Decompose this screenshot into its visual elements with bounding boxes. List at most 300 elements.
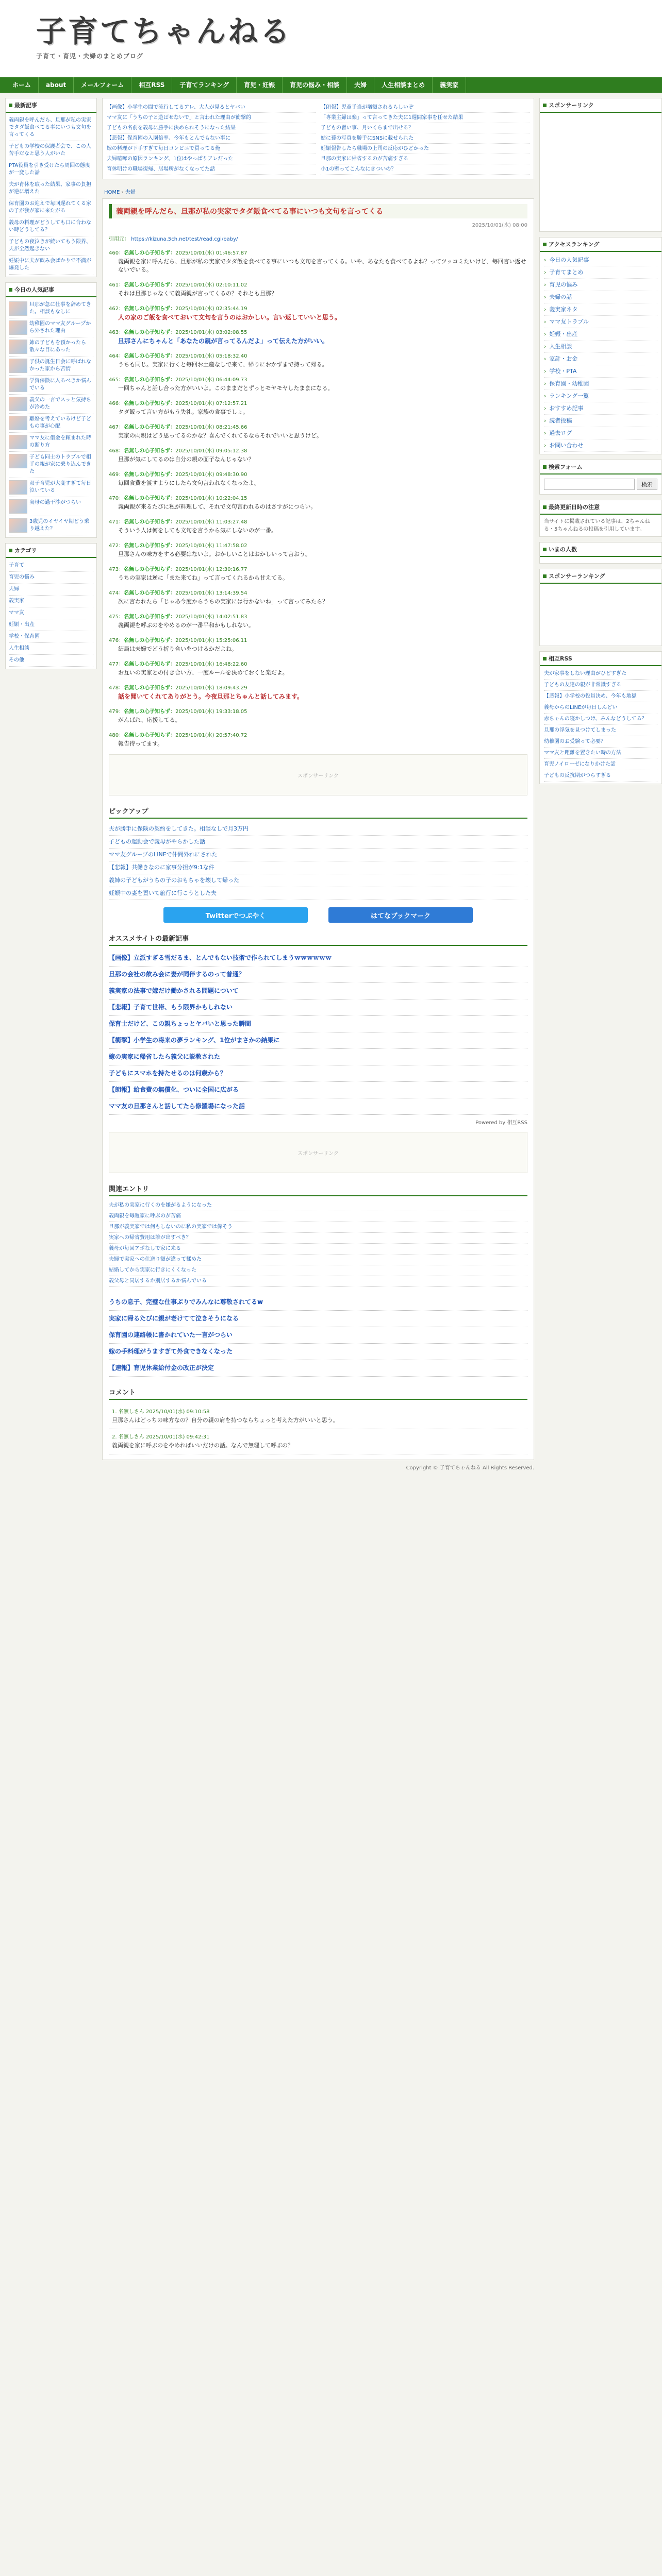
response-meta: 470：名無しの心子知らず：2025/10/01(水) 10:22:04.15 [109,496,247,501]
left-category-item[interactable]: 義実家 [9,596,93,607]
left-popular-item-text: ママ友に借金を頼まれた時の断り方 [29,435,91,448]
left-latest-list [6,113,96,277]
top-news-item[interactable]: 育休明けの職場復帰、居場所がなくなってた話 [107,164,316,175]
recommend-heading: オススメサイトの最新記事 [109,931,527,946]
response-number: 477 [109,662,119,667]
right-access-item[interactable]: › 夫婦の話 [544,291,657,303]
response-number: 473 [109,567,119,572]
recommend-item[interactable]: 義実家の法事で嫁だけ働かされる問題について [109,983,527,999]
right-about-box [539,500,662,537]
left-category-list [6,558,96,669]
right-rss-item[interactable]: 夫が家事をしない理由がひどすぎた [544,668,657,680]
comment-item [109,1429,527,1454]
response-name: 名無しの心子知らず [124,662,171,667]
response-number: 469 [109,472,119,478]
response-name: 名無しの心子知らず [124,638,171,643]
search-row [540,474,661,494]
response-date: 2025/10/01(水) 11:03:27.48 [175,519,247,525]
left-category-item[interactable]: その他 [9,655,93,667]
ranking-link-item[interactable]: 保育園の連絡帳に書かれていた一言がつらい [109,1327,527,1344]
left-popular-item[interactable] [9,357,93,376]
site-logo[interactable] [36,7,292,60]
search-button[interactable]: 検索 [637,479,657,490]
ad-label-2: スポンサーリンク [297,1150,339,1157]
response-body: 旦那が気にしてるのは自分の親の面子なんじゃない？ [118,456,254,463]
response-number: 474 [109,590,119,596]
response-meta: 466：名無しの心子知らず：2025/10/01(水) 07:12:57.21 [109,401,247,406]
recommend-item[interactable]: 【悲報】子育て世帯、もう限界かもしれない [109,999,527,1016]
comment-date: 2025/10/01(水) 09:42:31 [145,1434,210,1440]
response-body: うちの実家は逆に「また来てね」って言ってくれるから甘えてる。 [118,574,288,581]
site-tagline: 子育て・育児・夫婦のまとめブログ [36,53,144,60]
layout [0,93,662,1471]
ad-slot[interactable] [109,754,527,795]
article-thumbnail[interactable] [9,397,27,411]
right-access-item[interactable]: › 家計・お金 [544,353,657,365]
response-meta: 477：名無しの心子知らず：2025/10/01(水) 16:48:22.60 [109,662,247,667]
response-number: 460 [109,250,119,256]
site-logo-text: 子育てちゃんねる [36,14,292,49]
right-counter-title-text: いまの人数 [549,546,577,553]
right-rss-item[interactable]: 幼稚園のお受験って必要？ [544,736,657,748]
response-body: 毎回食費を渡すようにしたら文句言われなくなったよ。 [118,480,260,486]
top-news-item[interactable]: 子どもの習い事、月いくらまで出せる？ [321,123,529,133]
left-popular-item[interactable] [9,414,93,433]
right-about-text: 当サイトに掲載されている記事は、2ちゃんねる・5ちゃんねるの投稿を引用しています。 [544,519,650,532]
ranking-link-item[interactable]: 実家に帰るたびに親が老けてて泣きそうになる [109,1311,527,1327]
left-popular-item[interactable] [9,376,93,395]
right-rss-item[interactable]: 【悲報】小学校の役員決め、今年も地獄 [544,691,657,702]
breadcrumb-sep: › [121,190,124,195]
right-about-title-text: 最終更新日時の注意 [549,504,600,511]
response-meta: 460：名無しの心子知らず：2025/10/01(水) 01:46:57.87 [109,250,247,256]
top-news-item[interactable]: 嫁の料理が下手すぎて毎日コンビニで買ってる俺 [107,144,316,154]
right-access-list [540,252,661,454]
right-access-item[interactable]: › 学校・PTA [544,365,657,378]
response-body: それは旦那じゃなくて義両親が言ってくるの？それとも旦那？ [118,290,277,297]
article-thumbnail[interactable] [9,340,27,354]
response-number: 467 [109,425,119,430]
recommend-item[interactable]: 【画像】立派すぎる雪だるま、とんでもない技術で作られてしまうｗｗｗｗｗｗ [109,950,527,967]
left-category-item[interactable]: 妊娠・出産 [9,619,93,631]
title-bullet-icon [543,548,547,551]
top-news-item[interactable]: 【朗報】児童手当が増額されるらしいぞ [321,103,529,113]
article-thumbnail[interactable] [9,320,27,335]
response-name: 名無しの心子知らず [124,472,171,478]
response-name: 名無しの心子知らず [124,709,171,715]
response-date: 2025/10/01(水) 12:30:16.77 [175,567,247,572]
ad-slot-2[interactable] [109,1132,527,1173]
left-popular-item[interactable] [9,299,93,318]
related-item[interactable]: 夫婦で実家への仕送り額が違って揉めた [109,1255,527,1265]
article-thumbnail[interactable] [9,301,27,316]
article-thumbnail[interactable] [9,518,27,533]
right-access-item[interactable]: › おすすめ記事 [544,402,657,415]
right-links-title [540,569,661,584]
top-news-item[interactable]: 子どもの名前を義母に勝手に決められそうになった結果 [107,123,316,133]
source-label: 引用元： [109,236,129,242]
right-sponsor-slot[interactable] [540,113,661,231]
comment-body: 旦那さんはどっちの味方なの？自分の親の肩を持つならちょっと考えた方がいいと思う。 [112,1417,339,1423]
main-column [102,98,534,1471]
right-links-slot[interactable] [540,584,661,646]
response-meta: 467：名無しの心子知らず：2025/10/01(水) 08:21:45.66 [109,425,247,430]
right-access-item[interactable]: › 保育園・幼稚園 [544,378,657,390]
left-popular-item[interactable] [9,433,93,452]
response-name: 名無しの心子知らず [124,590,171,596]
response-name: 名無しの心子知らず [124,567,171,572]
response-number: 476 [109,638,119,643]
related-item[interactable]: 夫が私の実家に行くのを嫌がるようになった [109,1200,527,1211]
article-thumbnail[interactable] [9,359,27,373]
left-latest-item[interactable]: 義両親を呼んだら、旦那が私の実家でタダ飯食べてる事にいつも文句を言ってくる [9,115,93,141]
response-body: うちも同じ。実家に行くと毎回お土産なしで来て、帰りにおかずまで持って帰る。 [118,361,328,368]
right-access-title-text: アクセスランキング [549,241,600,248]
left-category-item[interactable]: 子育て [9,560,93,572]
left-popular-item-text: 義父の一言でスッと気持ちが冷めた [29,397,91,410]
right-access-box [539,237,662,454]
article-thumbnail[interactable] [9,416,27,430]
response-body: 義両親が来るたびに私が料理して、それで文句言われるのはさすがにつらい。 [118,503,317,510]
right-sponsor-box [539,98,662,232]
left-category-item[interactable]: 学校・保育園 [9,631,93,643]
related-item[interactable]: 義両親を毎週家に呼ぶのが苦痛 [109,1211,527,1222]
left-popular-item-text: 離婚を考えているけど子どもの事が心配 [29,416,91,429]
left-popular-item-text: 実母の過干渉がつらい [29,500,81,505]
title-bullet-icon [543,243,547,246]
left-popular-item-text: 学資保険に入るべきか悩んでいる [29,378,91,391]
left-latest-item[interactable]: 子どもの学校の保護者会で、この人苦手だなと思う人がいた [9,141,93,160]
related-heading: 関連エントリ [109,1181,527,1196]
nav-item[interactable]: メールフォーム [74,77,131,93]
pickup-item[interactable]: ママ友グループのLINEで仲間外れにされた [109,849,527,861]
share-buttons [109,907,527,923]
response-body: 一回ちゃんと話し合った方がいいよ。このままだとずっとモヤモヤしたままになる。 [118,385,334,392]
left-popular-item[interactable] [9,516,93,535]
response-body: お互いの実家との付き合い方、一度ルールを決めておくと楽だよ。 [118,669,288,676]
right-counter-value [540,557,661,563]
pickup-list [109,823,527,900]
comment-list [109,1404,527,1454]
right-rss-title-text: 相互RSS [549,655,572,662]
response-meta: 461：名無しの心子知らず：2025/10/01(水) 02:10:11.02 [109,282,247,288]
ranking-link-item[interactable]: うちの息子、完璧な仕事ぶりでみんなに尊敬されてるw [109,1294,527,1311]
response-number: 464 [109,353,119,359]
right-sponsor-title [540,98,661,113]
response-meta: 480：名無しの心子知らず：2025/10/01(水) 20:57:40.72 [109,733,247,738]
response-meta: 478：名無しの心子知らず：2025/10/01(水) 18:09:43.29 [109,685,247,691]
response-number: 479 [109,709,119,715]
recommend-item[interactable]: 【衝撃】小学生の将来の夢ランキング、1位がまさかの結果に [109,1032,527,1049]
right-access-item[interactable]: › 人生相談 [544,341,657,353]
response-date: 2025/10/01(水) 07:12:57.21 [175,401,247,406]
response-name: 名無しの心子知らず [124,330,171,335]
right-access-item[interactable]: › 子育てまとめ [544,266,657,279]
right-access-item[interactable]: › 育児の悩み [544,279,657,291]
response-date: 2025/10/01(水) 18:09:43.29 [175,685,247,691]
related-item[interactable]: 義母が毎回アポなしで家に来る [109,1244,527,1255]
left-category-item[interactable]: 夫婦 [9,584,93,596]
response-date: 2025/10/01(水) 08:21:45.66 [175,425,247,430]
site-header [0,0,662,77]
response-name: 名無しの心子知らず [124,250,171,256]
recommend-powered[interactable]: Powered by 相互RSS [475,1120,527,1126]
title-bullet-icon [9,104,12,107]
pickup-item[interactable]: 子どもの運動会で義母がやらかした話 [109,836,527,849]
top-news-item[interactable]: 【悲報】保育園の入園倍率、今年もとんでもない事に [107,133,316,144]
breadcrumb [102,184,534,198]
response-meta: 465：名無しの心子知らず：2025/10/01(水) 06:44:09.73 [109,377,247,383]
response-body: 人の家のご飯を食べておいて文句を言うのはおかしい。言い返していいと思う。 [118,314,341,321]
nav-item[interactable]: 子育てランキング [172,77,237,93]
response-name: 名無しの心子知らず [124,685,171,691]
left-category-item[interactable]: 人生相談 [9,643,93,655]
related-item[interactable]: 義父母と同居するか別居するか悩んでいる [109,1276,527,1287]
response-number: 468 [109,448,119,454]
left-category-item[interactable]: 育児の悩み [9,572,93,584]
left-popular-title-text: 今日の人気記事 [14,286,54,293]
response-meta: 472：名無しの心子知らず：2025/10/01(水) 11:47:58.02 [109,543,247,549]
left-latest-item[interactable]: PTA役員を引き受けたら周囲の態度が一変した話 [9,160,93,179]
response-meta: 476：名無しの心子知らず：2025/10/01(水) 15:25:06.11 [109,638,247,643]
response-name: 名無しの心子知らず [124,377,171,383]
response-body: タダ飯って言い方がもう失礼。家族の食事でしょ。 [118,409,249,415]
article-date: 2025/10/01(水) 08:00 [472,223,527,228]
right-links-box [539,569,662,646]
ranking-link-item[interactable]: 嫁の手料理がうますぎて外食できなくなった [109,1344,527,1360]
response-body: 話を聞いてくれてありがとう。今夜旦那とちゃんと話してみます。 [118,693,304,700]
right-search-title-text: 検索フォーム [549,464,583,470]
response-number: 462 [109,306,119,312]
right-sponsor-title-text: スポンサーリンク [549,102,594,109]
nav-item[interactable]: 育児の悩み・相談 [283,77,347,93]
hatena-bookmark-button[interactable]: はてなブックマーク [328,907,473,923]
response-name: 名無しの心子知らず [124,733,171,738]
top-news-item[interactable]: ママ友に「うちの子と遊ばせないで」と言われた理由が衝撃的 [107,113,316,123]
source-link[interactable]: https://kizuna.5ch.net/test/read.cgi/baby/ [131,236,238,242]
pickup-item[interactable]: 【悲報】共働きなのに家事分担が9:1な件 [109,861,527,874]
comments-heading: コメント [109,1385,527,1400]
right-access-title [540,238,661,252]
right-rss-item[interactable]: 育児ノイローゼになりかけた話 [544,759,657,770]
left-latest-item[interactable]: 子どもの夜泣きが続いてもう限界、夫が全然起きない [9,236,93,256]
right-counter-title [540,543,661,557]
right-access-item[interactable]: › 読者投稿 [544,415,657,427]
comment-number: 1 [112,1409,115,1415]
breadcrumb-home[interactable]: HOME [104,190,120,195]
right-rss-item[interactable]: 赤ちゃんの寝かしつけ、みんなどうしてる？ [544,714,657,725]
article-thumbnail[interactable] [9,499,27,514]
right-rss-item[interactable]: 子どもの反抗期がつらすぎる [544,770,657,782]
response-meta: 471：名無しの心子知らず：2025/10/01(水) 11:03:27.48 [109,519,247,525]
ad-label: スポンサーリンク [297,773,339,779]
related-item[interactable]: 結婚してから実家に行きにくくなった [109,1265,527,1276]
left-latest-item[interactable]: 妊娠中に夫が飲み会ばかりで不満が爆発した [9,256,93,275]
related-item[interactable]: 実家への帰省費用は誰が出すべき？ [109,1233,527,1244]
left-popular-item[interactable] [9,452,93,478]
response-number: 471 [109,519,119,525]
response-date: 2025/10/01(水) 20:57:40.72 [175,733,247,738]
response-body: 旦那さんの味方をする必要はないよ。おかしいことはおかしいって言おう。 [118,551,311,557]
response-name: 名無しの心子知らず [124,306,171,312]
left-latest-item[interactable]: 義母の料理がどうしても口に合わない時どうしてる？ [9,217,93,236]
recommend-item[interactable]: 保育士だけど、この親ちょっとヤバいと思った瞬間 [109,1016,527,1032]
response-body: 報告待ってます。 [118,740,163,747]
title-bullet-icon [543,465,547,469]
left-category-title-text: カテゴリ [14,547,37,554]
right-about-title [540,500,661,515]
nav-item[interactable]: 相互RSS [131,77,172,93]
right-rss-title [540,652,661,666]
recommend-item[interactable]: 嫁の実家に帰省したら義父に説教された [109,1049,527,1065]
right-access-item[interactable]: › 過去ログ [544,427,657,439]
recommend-item[interactable]: 子どもにスマホを持たせるのは何歳から？ [109,1065,527,1082]
right-sidebar [539,98,662,1471]
comment-name: 名無しさん [118,1409,144,1415]
response-name: 名無しの心子知らず [124,401,171,406]
left-popular-item-text: 幼稚園のママ友グループから外された理由 [29,321,91,334]
ranking-link-item[interactable]: 【速報】育児休業給付金の改正が決定 [109,1360,527,1377]
response-meta: 462：名無しの心子知らず：2025/10/01(水) 02:35:44.19 [109,306,247,312]
right-counter-box [539,542,662,564]
article-title: 義両親を呼んだら、旦那が私の実家でタダ飯食べてる事にいつも文句を言ってくる [109,204,527,218]
left-latest-item[interactable]: 保育園のお迎えで毎回遅れてくる家の子が我が家に来たがる [9,198,93,217]
right-access-item[interactable]: › 妊娠・出産 [544,328,657,341]
left-latest-item[interactable]: 夫が育休を取った結果、家事の負担が逆に増えた [9,179,93,198]
response-date: 2025/10/01(水) 11:47:58.02 [175,543,247,549]
right-rss-item[interactable]: 旦那の浮気を見つけてしまった [544,725,657,736]
top-news-item[interactable]: 旦那の実家に帰省するのが苦痛すぎる [321,154,529,164]
top-news-item[interactable]: 夫婦喧嘩の原因ランキング、1位はやっぱりアレだった [107,154,316,164]
top-news-col-2 [321,103,529,175]
right-search-title [540,460,661,474]
left-popular-item-text: 旦那が急に仕事を辞めてきた。相談もなしに [29,302,91,315]
source-line [109,234,527,242]
response-number: 480 [109,733,119,738]
nav-item[interactable]: about [39,77,74,93]
article-thumbnail[interactable] [9,435,27,449]
response-body: 実家の両親はどう思ってるのかな？喜んでくれてるならそれでいいと思うけど。 [118,432,322,439]
pickup-item[interactable]: 義姉の子どもがうちの子のおもちゃを壊して帰った [109,874,527,887]
response-date: 2025/10/01(水) 09:48:30.90 [175,472,247,478]
pickup-item[interactable]: 妊娠中の妻を置いて旅行に行こうとした夫 [109,887,527,900]
response-meta: 475：名無しの心子知らず：2025/10/01(水) 14:02:51.83 [109,614,247,620]
title-bullet-icon [543,104,547,107]
response-meta: 479：名無しの心子知らず：2025/10/01(水) 19:33:18.05 [109,709,247,715]
right-rss-item[interactable]: 子どもの友達の親が非常識すぎる [544,680,657,691]
response-number: 466 [109,401,119,406]
response-name: 名無しの心子知らず [124,496,171,501]
response-meta: 473：名無しの心子知らず：2025/10/01(水) 12:30:16.77 [109,567,247,572]
nav-item[interactable]: 夫婦 [347,77,374,93]
left-latest-title [6,98,96,113]
right-access-item[interactable]: › 義実家ネタ [544,303,657,316]
response-number: 470 [109,496,119,501]
top-news-col-1 [107,103,316,175]
title-bullet-icon [543,657,547,660]
response-meta: 464：名無しの心子知らず：2025/10/01(水) 05:18:32.40 [109,353,247,359]
right-access-item[interactable]: › お問い合わせ [544,439,657,452]
top-news-item[interactable]: 「専業主婦は楽」って言ってきた夫に1週間家事を任せた結果 [321,113,529,123]
response-date: 2025/10/01(水) 01:46:57.87 [175,250,247,256]
breadcrumb-category[interactable]: 夫婦 [125,190,136,195]
nav-item[interactable]: 人生相談まとめ [374,77,433,93]
response-meta: 469：名無しの心子知らず：2025/10/01(水) 09:48:30.90 [109,472,247,478]
right-links-title-text: スポンサーランキング [549,573,605,580]
top-news-box [102,98,534,179]
response-name: 名無しの心子知らず [124,614,171,620]
response-date: 2025/10/01(水) 16:48:22.60 [175,662,247,667]
comment-body: 義両親を家に呼ぶのをやめればいいだけの話。なんで無理して呼ぶの？ [112,1442,293,1449]
response-meta: 468：名無しの心子知らず：2025/10/01(水) 09:05:12.38 [109,448,247,454]
top-news-item[interactable]: 小1の壁ってこんなにきついの？ [321,164,529,175]
left-popular-item[interactable] [9,497,93,516]
response-list [109,248,527,748]
response-name: 名無しの心子知らず [124,519,171,525]
article-thumbnail[interactable] [9,454,27,468]
right-rss-list [540,666,661,784]
response-date: 2025/10/01(水) 05:18:32.40 [175,353,247,359]
article-thumbnail[interactable] [9,378,27,392]
left-sidebar [5,98,97,1471]
right-access-item[interactable]: › 今日の人気記事 [544,254,657,266]
article-thumbnail[interactable] [9,480,27,495]
top-news-item[interactable]: 【画像】小学生の間で流行してるアレ、大人が見るとヤバい [107,103,316,113]
left-popular-item-text: 子ども同士のトラブルで相手の親が家に乗り込んできた [29,454,91,474]
response-date: 2025/10/01(水) 09:05:12.38 [175,448,247,454]
right-access-item[interactable]: › ランキング一覧 [544,390,657,402]
title-bullet-icon [543,574,547,578]
left-popular-item-text: 子供の誕生日会に呼ばれなかった家から苦情 [29,359,91,372]
nav-item[interactable]: 義実家 [433,77,466,93]
pickup-item[interactable]: 夫が勝手に保険の契約をしてきた。相談なしで月3万円 [109,823,527,836]
right-access-item[interactable]: › ママ友トラブル [544,316,657,328]
twitter-share-button[interactable]: Twitterでつぶやく [163,907,308,923]
response-name: 名無しの心子知らず [124,425,171,430]
response-name: 名無しの心子知らず [124,448,171,454]
right-rss-item[interactable]: ママ友と距離を置きたい時の方法 [544,748,657,759]
recommend-item[interactable]: 【朗報】給食費の無償化、ついに全国に広がる [109,1082,527,1098]
global-nav [0,77,662,93]
left-popular-item[interactable] [9,395,93,414]
response-date: 2025/10/01(水) 06:44:09.73 [175,377,247,383]
search-input[interactable] [544,479,635,490]
right-rss-box [539,651,662,784]
response-meta: 463：名無しの心子知らず：2025/10/01(水) 03:02:08.55 [109,330,247,335]
recommend-item[interactable]: ママ友の旦那さんと話してたら修羅場になった話 [109,1098,527,1115]
footer-copyright: Copyright © 子育てちゃんねる All Rights Reserved. [406,1465,534,1471]
left-popular-item[interactable] [9,478,93,497]
nav-item[interactable]: 育児・妊娠 [237,77,283,93]
left-category-item[interactable]: ママ友 [9,607,93,619]
top-news-item[interactable]: 姑に孫の写真を勝手にSNSに載せられた [321,133,529,144]
right-rss-item[interactable]: 義母からのLINEが毎日しんどい [544,702,657,714]
related-item[interactable]: 旦那が義実家では何もしないのに私の実家では偉そう [109,1222,527,1233]
left-popular-item-text: 3歳児のイヤイヤ期どう乗り越えた？ [29,519,89,532]
recommend-item[interactable]: 旦那の会社の飲み会に妻が同伴するのって普通？ [109,967,527,983]
comment-name: 名無しさん [118,1434,144,1440]
left-popular-item[interactable] [9,337,93,357]
response-date: 2025/10/01(水) 10:22:04.15 [175,496,247,501]
top-news-item[interactable]: 妊娠報告したら職場の上司の反応がひどかった [321,144,529,154]
left-category-title [6,544,96,558]
response-body: 結局は夫婦でどう折り合いをつけるかだよね。 [118,646,237,652]
left-popular-item[interactable] [9,318,93,337]
article [102,198,534,1460]
pickup-heading: ピックアップ [109,804,527,819]
response-date: 2025/10/01(水) 19:33:18.05 [175,709,247,715]
nav-item[interactable]: ホーム [5,77,39,93]
